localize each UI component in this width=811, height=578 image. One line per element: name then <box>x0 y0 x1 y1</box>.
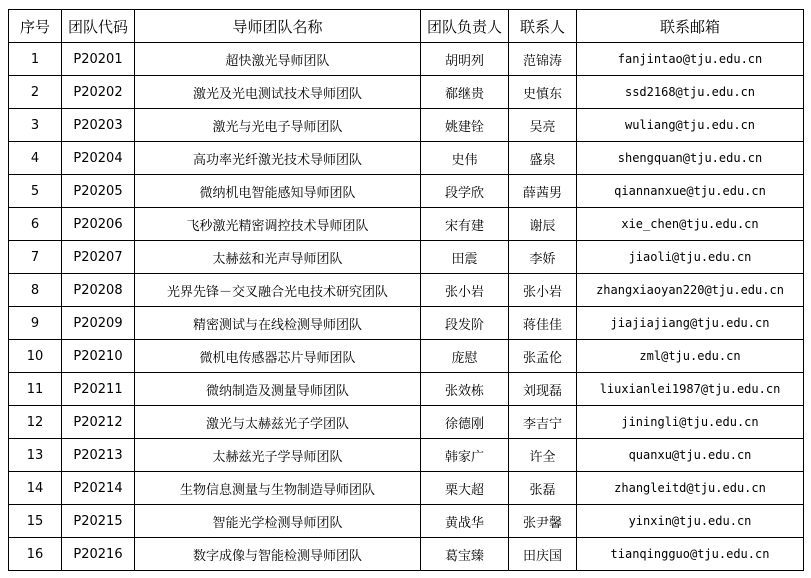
contact-email-cell: yinxin@tju.edu.cn <box>577 505 804 538</box>
team-name-cell: 激光与光电子导师团队 <box>135 109 421 142</box>
team-code-cell: P20204 <box>62 142 135 175</box>
team-name-cell: 精密测试与在线检测导师团队 <box>135 307 421 340</box>
serial-number-cell: 7 <box>9 241 62 274</box>
contact-email-cell: fanjintao@tju.edu.cn <box>577 43 804 76</box>
team-code-cell: P20212 <box>62 406 135 439</box>
team-code-cell: P20201 <box>62 43 135 76</box>
team-name-cell: 激光与太赫兹光子学团队 <box>135 406 421 439</box>
table-row <box>9 373 804 406</box>
contact-email-cell: zhangleitd@tju.edu.cn <box>577 472 804 505</box>
team-leader-cell: 韩家广 <box>421 439 509 472</box>
team-contact-table <box>8 9 804 571</box>
table-row <box>9 505 804 538</box>
contact-person-cell: 张孟伦 <box>509 340 577 373</box>
contact-email-cell: jiaoli@tju.edu.cn <box>577 241 804 274</box>
contact-person-cell: 吴亮 <box>509 109 577 142</box>
contact-person-cell: 谢辰 <box>509 208 577 241</box>
team-name-cell: 数字成像与智能检测导师团队 <box>135 538 421 571</box>
serial-number-cell: 8 <box>9 274 62 307</box>
team-code-cell: P20214 <box>62 472 135 505</box>
contact-person-cell: 田庆国 <box>509 538 577 571</box>
contact-person-cell: 张磊 <box>509 472 577 505</box>
header-serial-number: 序号 <box>9 10 62 43</box>
team-code-cell: P20208 <box>62 274 135 307</box>
contact-email-cell: tianqingguo@tju.edu.cn <box>577 538 804 571</box>
table-row <box>9 340 804 373</box>
team-code-cell: P20206 <box>62 208 135 241</box>
team-name-cell: 太赫兹光子学导师团队 <box>135 439 421 472</box>
table-row <box>9 439 804 472</box>
header-contact-person: 联系人 <box>509 10 577 43</box>
serial-number-cell: 9 <box>9 307 62 340</box>
team-name-cell: 激光及光电测试技术导师团队 <box>135 76 421 109</box>
team-name-cell: 生物信息测量与生物制造导师团队 <box>135 472 421 505</box>
team-leader-cell: 黄战华 <box>421 505 509 538</box>
serial-number-cell: 15 <box>9 505 62 538</box>
team-leader-cell: 郗继贵 <box>421 76 509 109</box>
table-row <box>9 76 804 109</box>
team-code-cell: P20213 <box>62 439 135 472</box>
table-row <box>9 472 804 505</box>
contact-email-cell: xie_chen@tju.edu.cn <box>577 208 804 241</box>
serial-number-cell: 4 <box>9 142 62 175</box>
team-leader-cell: 葛宝臻 <box>421 538 509 571</box>
contact-email-cell: wuliang@tju.edu.cn <box>577 109 804 142</box>
table-row <box>9 274 804 307</box>
table-row <box>9 208 804 241</box>
team-code-cell: P20205 <box>62 175 135 208</box>
team-leader-cell: 庞慰 <box>421 340 509 373</box>
team-code-cell: P20211 <box>62 373 135 406</box>
team-name-cell: 太赫兹和光声导师团队 <box>135 241 421 274</box>
header-team-code: 团队代码 <box>62 10 135 43</box>
team-leader-cell: 段学欣 <box>421 175 509 208</box>
serial-number-cell: 2 <box>9 76 62 109</box>
contact-email-cell: jiajiajiang@tju.edu.cn <box>577 307 804 340</box>
serial-number-cell: 14 <box>9 472 62 505</box>
contact-person-cell: 刘现磊 <box>509 373 577 406</box>
contact-email-cell: zml@tju.edu.cn <box>577 340 804 373</box>
serial-number-cell: 5 <box>9 175 62 208</box>
contact-email-cell: qiannanxue@tju.edu.cn <box>577 175 804 208</box>
table-row <box>9 307 804 340</box>
team-code-cell: P20215 <box>62 505 135 538</box>
serial-number-cell: 13 <box>9 439 62 472</box>
header-team-name: 导师团队名称 <box>135 10 421 43</box>
contact-person-cell: 许全 <box>509 439 577 472</box>
team-name-cell: 高功率光纤激光技术导师团队 <box>135 142 421 175</box>
serial-number-cell: 1 <box>9 43 62 76</box>
header-contact-email: 联系邮箱 <box>577 10 804 43</box>
team-code-cell: P20209 <box>62 307 135 340</box>
contact-person-cell: 史慎东 <box>509 76 577 109</box>
team-code-cell: P20210 <box>62 340 135 373</box>
contact-person-cell: 盛泉 <box>509 142 577 175</box>
contact-person-cell: 范锦涛 <box>509 43 577 76</box>
table-row <box>9 241 804 274</box>
table-row <box>9 43 804 76</box>
team-code-cell: P20207 <box>62 241 135 274</box>
contact-email-cell: zhangxiaoyan220@tju.edu.cn <box>577 274 804 307</box>
team-name-cell: 飞秒激光精密调控技术导师团队 <box>135 208 421 241</box>
team-leader-cell: 段发阶 <box>421 307 509 340</box>
team-name-cell: 微纳制造及测量导师团队 <box>135 373 421 406</box>
team-leader-cell: 张小岩 <box>421 274 509 307</box>
serial-number-cell: 6 <box>9 208 62 241</box>
team-leader-cell: 张效栋 <box>421 373 509 406</box>
contact-email-cell: ssd2168@tju.edu.cn <box>577 76 804 109</box>
table-row <box>9 538 804 571</box>
team-name-cell: 智能光学检测导师团队 <box>135 505 421 538</box>
team-name-cell: 微纳机电智能感知导师团队 <box>135 175 421 208</box>
contact-email-cell: shengquan@tju.edu.cn <box>577 142 804 175</box>
team-leader-cell: 徐德刚 <box>421 406 509 439</box>
contact-person-cell: 张尹馨 <box>509 505 577 538</box>
serial-number-cell: 3 <box>9 109 62 142</box>
team-name-cell: 光界先锋－交叉融合光电技术研究团队 <box>135 274 421 307</box>
team-leader-cell: 胡明列 <box>421 43 509 76</box>
contact-person-cell: 蒋佳佳 <box>509 307 577 340</box>
table-row <box>9 175 804 208</box>
team-name-cell: 超快激光导师团队 <box>135 43 421 76</box>
team-code-cell: P20203 <box>62 109 135 142</box>
serial-number-cell: 12 <box>9 406 62 439</box>
contact-email-cell: quanxu@tju.edu.cn <box>577 439 804 472</box>
team-name-cell: 微机电传感器芯片导师团队 <box>135 340 421 373</box>
team-code-cell: P20202 <box>62 76 135 109</box>
table-row <box>9 142 804 175</box>
table-row <box>9 109 804 142</box>
contact-person-cell: 薛茜男 <box>509 175 577 208</box>
team-leader-cell: 田震 <box>421 241 509 274</box>
table-row <box>9 406 804 439</box>
contact-person-cell: 李吉宁 <box>509 406 577 439</box>
team-leader-cell: 栗大超 <box>421 472 509 505</box>
contact-person-cell: 张小岩 <box>509 274 577 307</box>
table-body <box>9 43 804 571</box>
table-header-row <box>9 10 804 43</box>
contact-email-cell: jiningli@tju.edu.cn <box>577 406 804 439</box>
team-leader-cell: 姚建铨 <box>421 109 509 142</box>
team-code-cell: P20216 <box>62 538 135 571</box>
team-leader-cell: 宋有建 <box>421 208 509 241</box>
serial-number-cell: 11 <box>9 373 62 406</box>
team-leader-cell: 史伟 <box>421 142 509 175</box>
serial-number-cell: 16 <box>9 538 62 571</box>
header-team-leader: 团队负责人 <box>421 10 509 43</box>
serial-number-cell: 10 <box>9 340 62 373</box>
contact-person-cell: 李娇 <box>509 241 577 274</box>
contact-email-cell: liuxianlei1987@tju.edu.cn <box>577 373 804 406</box>
